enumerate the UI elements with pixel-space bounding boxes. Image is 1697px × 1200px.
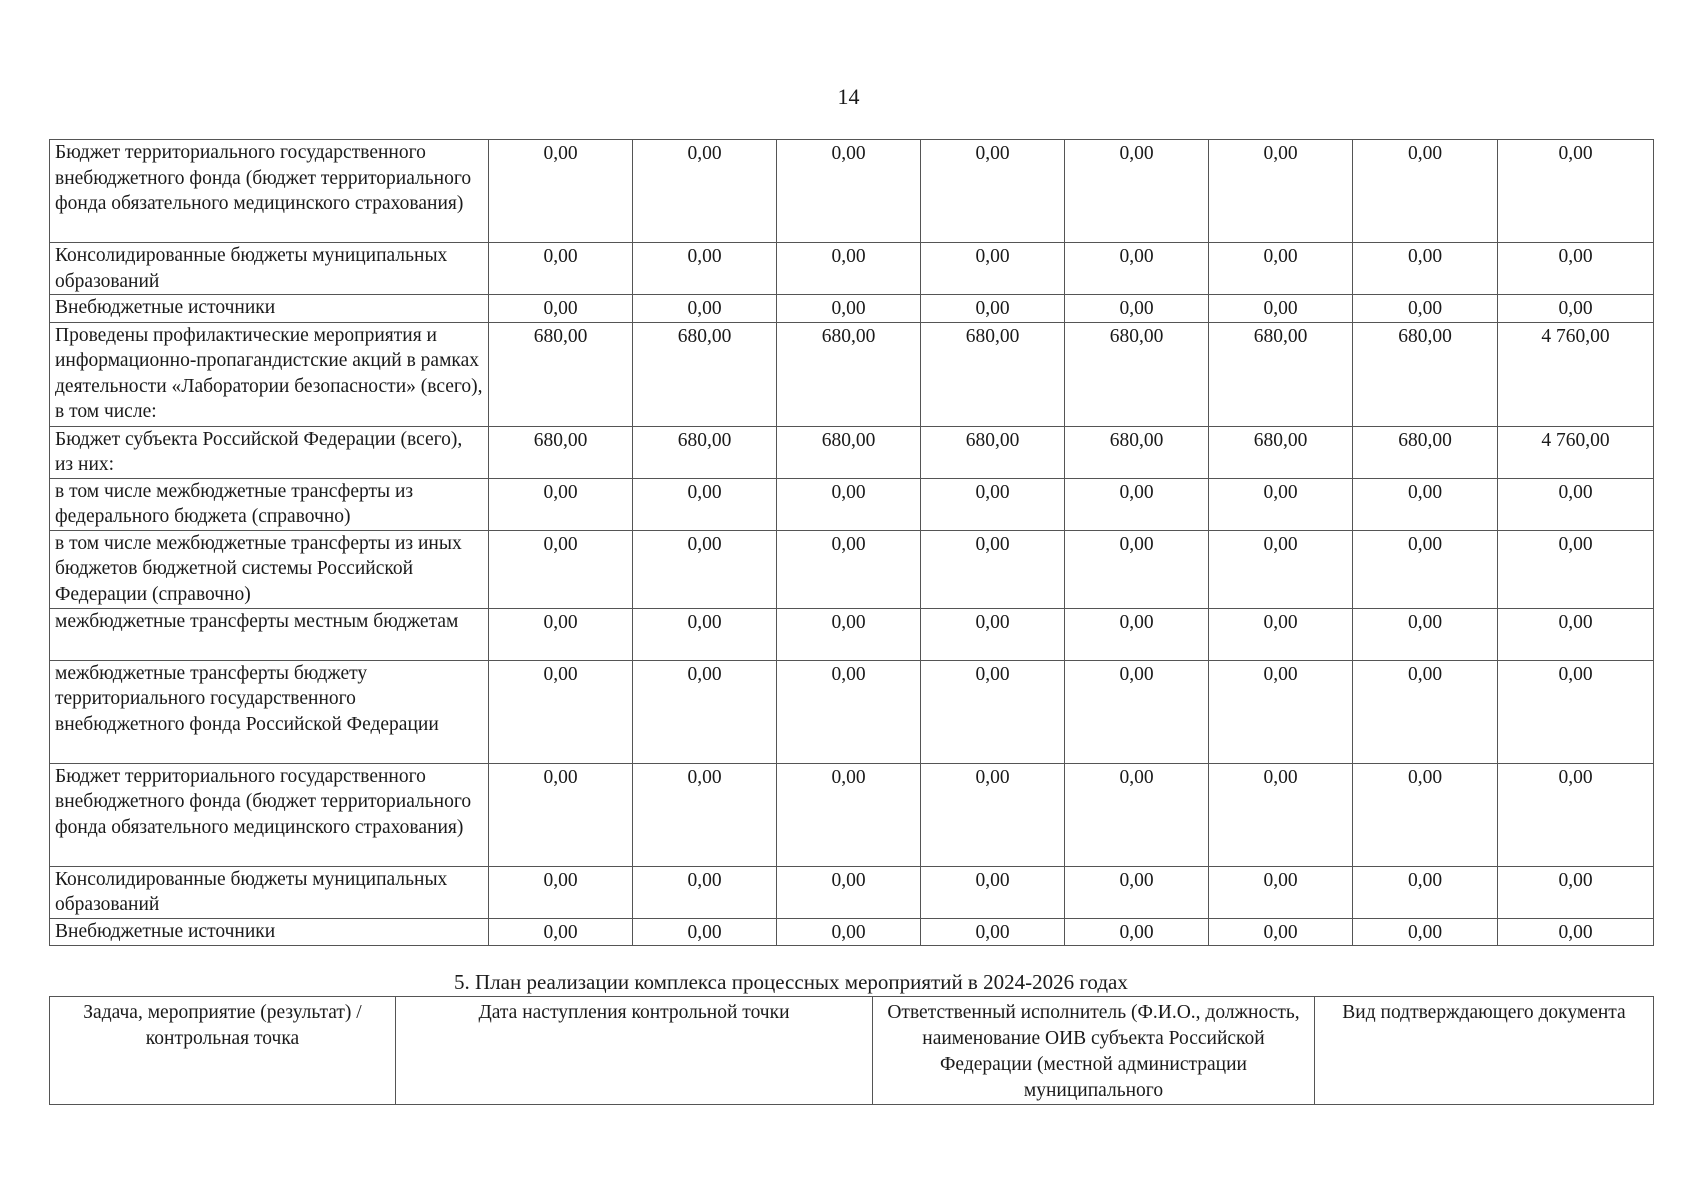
table-row (50, 530, 1654, 608)
value-cell: 0,00 (1498, 660, 1654, 763)
value-cell: 0,00 (1498, 530, 1654, 608)
table-row (50, 660, 1654, 763)
row-label: Бюджет территориального государственного внебюджетного фонда (бюджет территориального фонда обязательного медицинского страхования) (50, 763, 489, 866)
value-cell: 0,00 (489, 530, 633, 608)
row-label: Бюджет субъекта Российской Федерации (всего), из них: (50, 426, 489, 478)
row-label: Консолидированные бюджеты муниципальных образований (50, 243, 489, 295)
value-cell: 680,00 (489, 426, 633, 478)
value-cell: 0,00 (633, 140, 777, 243)
value-cell: 0,00 (1065, 918, 1209, 946)
value-cell: 680,00 (633, 426, 777, 478)
value-cell: 680,00 (1065, 426, 1209, 478)
value-cell: 0,00 (633, 295, 777, 323)
table-row (50, 608, 1654, 660)
table-row (50, 478, 1654, 530)
value-cell: 0,00 (1209, 608, 1353, 660)
value-cell: 0,00 (489, 763, 633, 866)
value-cell: 0,00 (1209, 866, 1353, 918)
row-label: межбюджетные трансферты бюджету территориального государственного внебюджетного фонда Российской Федерации (50, 660, 489, 763)
value-cell: 680,00 (777, 426, 921, 478)
value-cell: 0,00 (1065, 660, 1209, 763)
value-cell: 0,00 (1498, 295, 1654, 323)
header-control-date: Дата наступления контрольной точки (396, 997, 873, 1105)
value-cell: 0,00 (777, 530, 921, 608)
value-cell: 0,00 (1498, 478, 1654, 530)
table-row (50, 763, 1654, 866)
value-cell: 680,00 (489, 322, 633, 426)
table-row (50, 918, 1654, 946)
value-cell: 0,00 (633, 918, 777, 946)
value-cell: 0,00 (777, 918, 921, 946)
value-cell: 680,00 (777, 322, 921, 426)
value-cell: 0,00 (921, 530, 1065, 608)
value-cell: 0,00 (1065, 763, 1209, 866)
value-cell: 0,00 (1353, 478, 1498, 530)
value-cell: 0,00 (633, 660, 777, 763)
value-cell: 0,00 (1065, 478, 1209, 530)
table-row (50, 243, 1654, 295)
value-cell: 0,00 (1498, 243, 1654, 295)
value-cell: 0,00 (1353, 243, 1498, 295)
value-cell: 4 760,00 (1498, 322, 1654, 426)
value-cell: 0,00 (489, 660, 633, 763)
value-cell: 0,00 (1353, 660, 1498, 763)
value-cell: 680,00 (633, 322, 777, 426)
value-cell: 0,00 (1209, 918, 1353, 946)
value-cell: 0,00 (1353, 763, 1498, 866)
value-cell: 0,00 (1353, 295, 1498, 323)
value-cell: 0,00 (1353, 140, 1498, 243)
table-row (50, 866, 1654, 918)
value-cell: 0,00 (777, 243, 921, 295)
plan-table (49, 996, 1654, 1105)
value-cell: 0,00 (777, 763, 921, 866)
value-cell: 0,00 (489, 295, 633, 323)
value-cell: 0,00 (1209, 763, 1353, 866)
value-cell: 0,00 (633, 608, 777, 660)
value-cell: 0,00 (1209, 243, 1353, 295)
value-cell: 0,00 (1209, 140, 1353, 243)
value-cell: 0,00 (921, 866, 1065, 918)
table-row (50, 322, 1654, 426)
value-cell: 0,00 (777, 660, 921, 763)
value-cell: 0,00 (1065, 140, 1209, 243)
plan-table-header-row (50, 997, 1654, 1105)
value-cell: 0,00 (921, 295, 1065, 323)
value-cell: 680,00 (1065, 322, 1209, 426)
value-cell: 0,00 (1209, 295, 1353, 323)
value-cell: 680,00 (1353, 322, 1498, 426)
value-cell: 0,00 (1498, 763, 1654, 866)
header-responsible: Ответственный исполнитель (Ф.И.О., должность, наименование ОИВ субъекта Российской Федерации (местной администрации муниципального (873, 997, 1315, 1105)
section-title: 5. План реализации комплекса процессных мероприятий в 2024-2026 годах (454, 970, 1128, 994)
value-cell: 0,00 (1209, 660, 1353, 763)
value-cell: 0,00 (777, 140, 921, 243)
header-document-type: Вид подтверждающего документа (1315, 997, 1654, 1105)
value-cell: 0,00 (489, 918, 633, 946)
value-cell: 0,00 (1353, 866, 1498, 918)
value-cell: 0,00 (921, 608, 1065, 660)
value-cell: 680,00 (921, 426, 1065, 478)
value-cell: 0,00 (1209, 478, 1353, 530)
value-cell: 0,00 (633, 866, 777, 918)
value-cell: 0,00 (921, 140, 1065, 243)
value-cell: 0,00 (489, 140, 633, 243)
value-cell: 0,00 (633, 763, 777, 866)
value-cell: 0,00 (921, 763, 1065, 866)
row-label: межбюджетные трансферты местным бюджетам (50, 608, 489, 660)
value-cell: 0,00 (489, 866, 633, 918)
table-row (50, 140, 1654, 243)
value-cell: 0,00 (921, 918, 1065, 946)
value-cell: 0,00 (1065, 243, 1209, 295)
value-cell: 0,00 (921, 478, 1065, 530)
value-cell: 0,00 (633, 530, 777, 608)
value-cell: 680,00 (921, 322, 1065, 426)
value-cell: 0,00 (777, 478, 921, 530)
value-cell: 0,00 (1065, 530, 1209, 608)
row-label: в том числе межбюджетные трансферты из федерального бюджета (справочно) (50, 478, 489, 530)
row-label: Внебюджетные источники (50, 295, 489, 323)
value-cell: 0,00 (1498, 918, 1654, 946)
page-number: 14 (837, 84, 860, 109)
funding-table (49, 139, 1654, 946)
value-cell: 0,00 (777, 866, 921, 918)
value-cell: 0,00 (633, 243, 777, 295)
value-cell: 0,00 (777, 295, 921, 323)
row-label: Консолидированные бюджеты муниципальных образований (50, 866, 489, 918)
value-cell: 0,00 (921, 243, 1065, 295)
value-cell: 0,00 (1353, 530, 1498, 608)
value-cell: 0,00 (1209, 530, 1353, 608)
value-cell: 680,00 (1209, 426, 1353, 478)
table-row (50, 426, 1654, 478)
value-cell: 0,00 (1498, 866, 1654, 918)
row-label: Бюджет территориального государственного внебюджетного фонда (бюджет территориального фонда обязательного медицинского страхования) (50, 140, 489, 243)
row-label: в том числе межбюджетные трансферты из иных бюджетов бюджетной системы Российской Федерации (справочно) (50, 530, 489, 608)
value-cell: 0,00 (489, 243, 633, 295)
value-cell: 0,00 (1065, 295, 1209, 323)
value-cell: 0,00 (1065, 866, 1209, 918)
value-cell: 0,00 (1353, 918, 1498, 946)
value-cell: 680,00 (1353, 426, 1498, 478)
header-task: Задача, мероприятие (результат) / контрольная точка (50, 997, 396, 1105)
value-cell: 0,00 (777, 608, 921, 660)
value-cell: 0,00 (1353, 608, 1498, 660)
value-cell: 0,00 (921, 660, 1065, 763)
value-cell: 0,00 (1065, 608, 1209, 660)
row-label: Внебюджетные источники (50, 918, 489, 946)
value-cell: 0,00 (1498, 608, 1654, 660)
value-cell: 4 760,00 (1498, 426, 1654, 478)
value-cell: 0,00 (633, 478, 777, 530)
value-cell: 0,00 (489, 478, 633, 530)
table-row (50, 295, 1654, 323)
value-cell: 0,00 (489, 608, 633, 660)
value-cell: 680,00 (1209, 322, 1353, 426)
row-label: Проведены профилактические мероприятия и информационно-пропагандистские акций в рамках деятельности «Лаборатории безопасности» (всего), в том числе: (50, 322, 489, 426)
value-cell: 0,00 (1498, 140, 1654, 243)
